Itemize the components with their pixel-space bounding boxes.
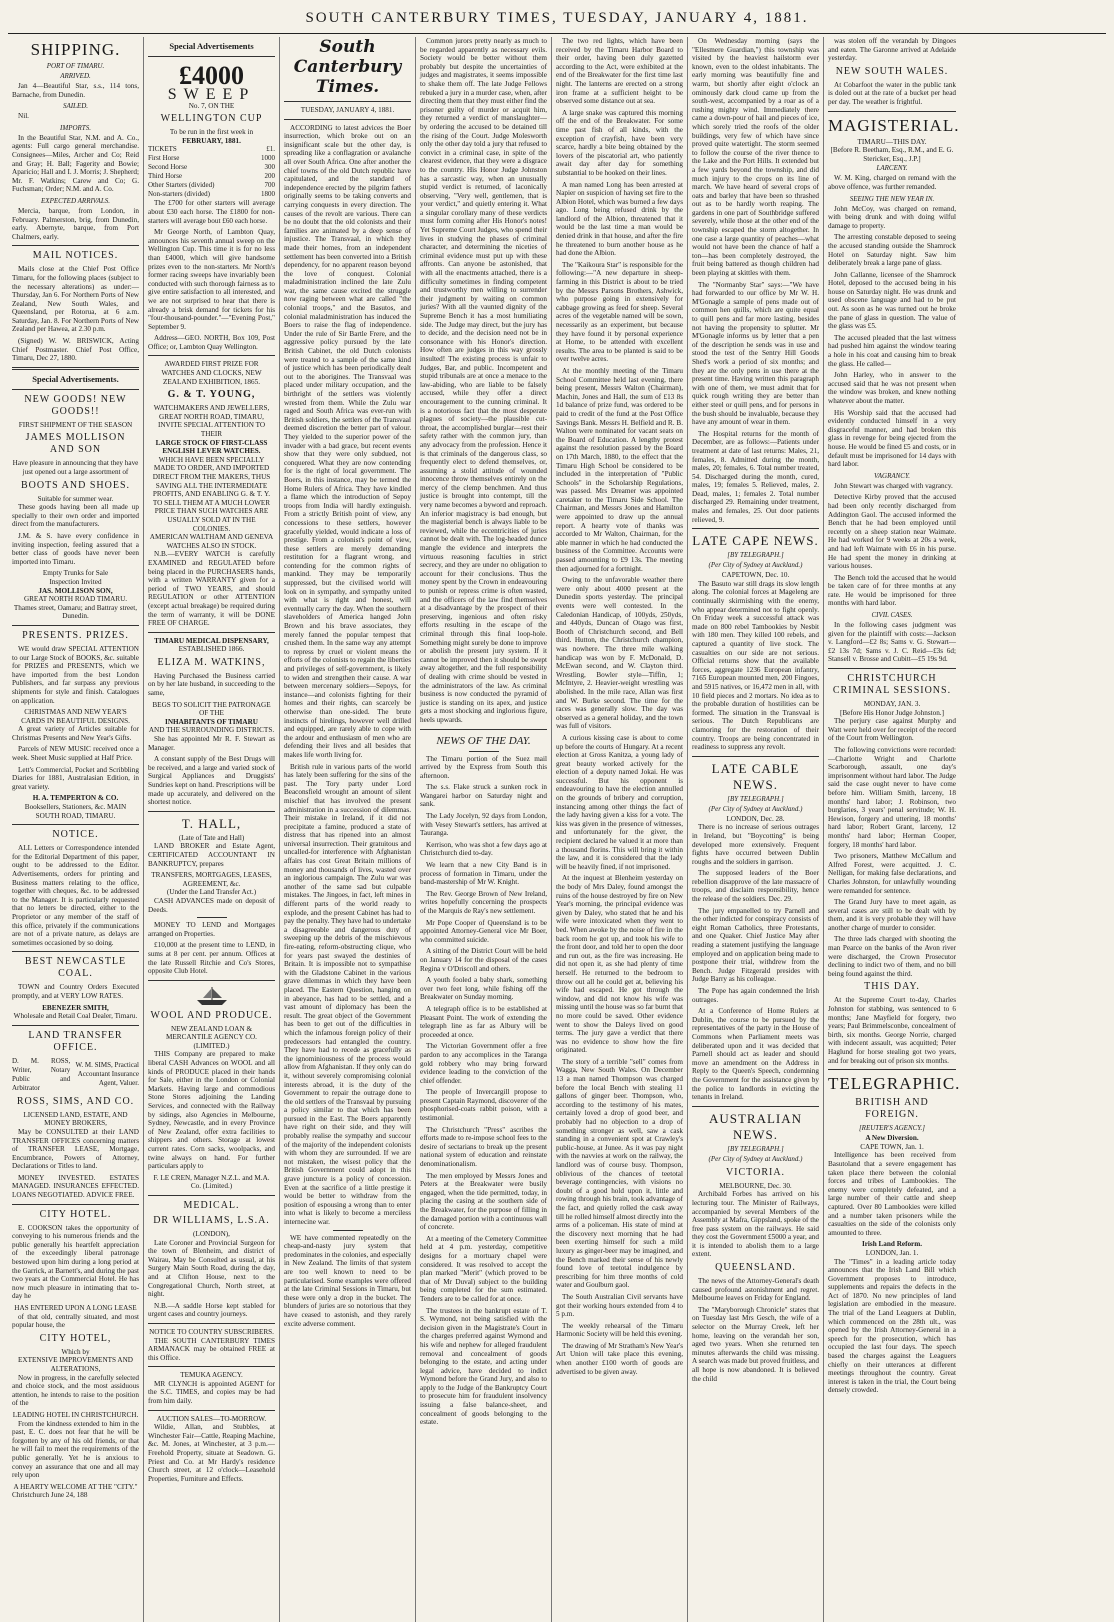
cable-item: There is no increase of serious outrages in Ireland, but "Boycotting" is being developed more extensively. Frequent fights have occurred between Dublin roughs and the soldiers in garrison. <box>692 823 819 866</box>
news-of-the-day-heading: NEWS OF THE DAY. <box>436 734 531 747</box>
city-lease: HAS ENTERED UPON A LONG LEASE <box>14 1304 137 1312</box>
news-item: The Victorian Government offer a free pardon to any accomplices in the Taranga gold robbery who may bring forward evidence leading to the conviction of the chief offender. <box>420 1042 547 1085</box>
column-6 <box>688 37 824 1622</box>
vagrancy-heading: VAGRANCY. <box>874 471 910 480</box>
hall-act: (Under the Land Transfer Act.) <box>166 888 257 897</box>
temperton: H. A. TEMPERTON & CO. <box>32 794 119 803</box>
column-3 <box>280 37 416 1622</box>
trunks: Empty Trunks for Sale <box>42 569 109 578</box>
ross-sims-sub: LICENSED LAND, ESTATE, AND MONEY BROKERS, <box>23 1110 128 1128</box>
sweep-amount: £4000 <box>179 61 244 90</box>
sailed-heading: SAILED. <box>62 102 89 111</box>
late-cape-telegraph: [BY TELEGRAPH.] <box>727 551 784 560</box>
news-item: Owing to the unfavorable weather there were only about 4000 present at the Dunedin sports yesterday. The principal events were well contested. In the Caledonian Handicap, of 100yds, 250yds, and 440yds, Duncan of Otago was first, Booth of Christchurch second, and Bell third. Hutton, the Christchurch champion, was nowhere. The three mile walking handicap was won by F. McDonald, D. McEwan second, and W. Clayton third. Wrestling, Bowler style—Tiffin, 1; McIntyre, 2. Heavier-weight wrestling was abolished. In the mile race, Allan was first and W. Burke second. The time for the races was generally slow. The day was observed as a general holiday, and the town was full of visitors. <box>556 576 683 731</box>
british-foreign-heading: BRITISH AND FOREIGN. <box>855 1097 929 1121</box>
williams-nb: N.B.—A saddle Horse kept stabled for urgent cases and country journeys. <box>148 1301 275 1319</box>
port-heading: PORT OF TIMARU. <box>46 62 105 70</box>
larceny-heading: LARCENY. <box>876 164 908 173</box>
news-item: The drawing of Mr Stratham's New Year's Art Union will take place this evening, when another £100 worth of goods are advertised to be given away. <box>556 1341 683 1376</box>
land-partner-left: D. M. ROSS, Writer, Notary Public and Arbitrator <box>12 1056 71 1092</box>
cable-item: The Pope has again condemned the Irish outrages. <box>692 987 819 1004</box>
eliza-text-2: She has appointed Mr R. F. Stewart as Manager. <box>148 735 275 752</box>
late-cable-per: (Per City of Sydney at Auckland.) <box>708 804 803 813</box>
young-stock: LARGE STOCK OF FIRST-CLASS ENGLISH LEVER WATCHES. <box>155 438 268 456</box>
news-item: The men employed by Messrs Jones and Peters at the Breakwater were busily engaged, when the tide permitted, today, in placing the casing at the southern side of the Breakwater, for the purpose of filling in the damaged portion with a continuous wall of concrete. <box>420 1171 547 1232</box>
australian-telegraph: [BY TELEGRAPH.] <box>727 1144 784 1153</box>
news-item: The South Australian Civil servants have got their working hours extended from 4 to 5 p.m. <box>556 1292 683 1319</box>
paper-date: TUESDAY, JANUARY 4, 1881. <box>300 106 395 114</box>
jas-mollison: JAS. MOLLISON SON, <box>38 586 113 595</box>
news-item: The Timaru portion of the Suez mail arrived by the Express from South this afternoon. <box>420 754 547 780</box>
city-hotel-heading: CITY HOTEL. <box>39 1208 112 1220</box>
column-1 <box>8 37 144 1622</box>
expected-heading: EXPECTED ARRIVALS. <box>41 196 110 205</box>
column-2 <box>144 37 280 1622</box>
court-item: Two prisoners, Matthew McCallum and Alfred Forest, were acquitted. J. C. Nelligan, for making false declarations, and Charles Johnston, for unlawfully wounding were remanded for sentence. <box>828 852 956 895</box>
irish-land-date: LONDON, Jan. 1. <box>865 1248 919 1257</box>
criminal-date: MONDAY, JAN. 3. <box>863 700 921 709</box>
presents-text: WE would draw SPECIAL ATTENTION to our Large Stock of BOOKS, &c. suitable for PRIZES and PRESENTS, which we have imported from the best London Publishers, and far surpass any previous shipments for style and finish. Catalogues on application. <box>12 644 139 705</box>
court-item: The perjury case against Murphy and Watt were held over for receipt of the record of the Court from Wellington. <box>828 717 956 743</box>
prize-row: Third Horse 200 <box>148 172 275 181</box>
eliza-text: Having Purchased the Business carried on by her late husband, in succeeding to the same, <box>148 671 275 698</box>
city-extensive: EXTENSIVE IMPROVEMENTS AND ALTERATIONS, <box>18 1356 133 1373</box>
paper-title: South Canterbury Times. <box>293 37 402 97</box>
news-item: The "Kaikoura Star" is responsible for the following:—"A new departure in sheep-farming in this District is about to be tried by the Messrs Parsons Brothers, Ashwick, who purpose going in extensively for cabbage growing as feed for sheep. Several acres of the vegetable named will be sown, necessarily as an experiment, but because they have found it by personal experience at Home, to be attended with excellent results. The area to be planted is said to be over twelve acres. <box>556 260 683 364</box>
masthead: SOUTH CANTERBURY TIMES, TUESDAY, JANUARY 4, 1881. <box>8 6 1106 34</box>
magisterial-heading: MAGISTERIAL. <box>828 115 960 135</box>
tickets-row <box>148 145 275 154</box>
boots-heading: BOOTS AND SHOES. <box>20 479 131 491</box>
city-hotel-text: E. COOKSON takes the opportunity of conveying to his numerous friends and the public generally his heartfelt appreciation of the exceedingly liberal patronage bestowed upon him during a long period at the Garrick, at Barnett's, and during the past two years at the Commercial Hotel. He has now much pleasure in intimating that to-day he <box>12 1223 139 1301</box>
invited: Inspection Invited <box>49 577 102 586</box>
magisterial-sub: TIMARU—THIS DAY. <box>857 137 927 146</box>
court-item: The Grand Jury have to meet again, as several cases are still to be dealt with by them, and it is very probable they will have another charge of murder to consider. <box>828 898 956 932</box>
williams-text: Late Coroner and Provincial Surgeon for the town of Blenheim, and district of Wairau, May be Consulted as usual, at his Surgery Main South Road, during the day, and at Clifton House, next to the Congregational Church, North street, at night. <box>148 1238 275 1299</box>
sweep-run: To be run in the first week in <box>169 128 254 137</box>
magisterial-before: [Before R. Beetham, Esq., R.M., and E. G. Stericker, Esq., J.P.] <box>830 146 954 163</box>
expected-text: Mercia, barque, from London, in February. Palmerston, brig, from Dunedin, early. Abernyte, barque, from Port Chalmers, early. <box>12 206 139 241</box>
hall-sub: (Late of Tate and Hall) <box>178 833 245 842</box>
news-item: The trustees in the bankrupt estate of T. S. Wymond, not being satisfied with the decision given in the Magistrate's Court in the charges preferred against Wymond and his wife and nephew for alleged fraudulent removal and concealment of goods belonging to the estate, and acting under legal advice, have decided to indict Wymond before the Grand Jury, and also to apply to the Judge of the Bankruptcy Court to prosecute him for fraudulent insolvency issuing a false balance-sheet, and concealment of goods belonging to the estate. <box>420 1306 547 1427</box>
mollison-text-2: These goods having been all made up specially to their own order and imported direct from the manufacturers. <box>12 503 139 529</box>
ebenezer: EBENEZER SMITH, <box>42 1003 109 1012</box>
first-shipment: FIRST SHIPMENT OF THE SEASON <box>18 420 133 429</box>
new-diversion-date: CAPE TOWN, Jan. 1. <box>860 1142 924 1151</box>
temuka-text: MR CLYNCH is appointed AGENT for the S.C. TIMES, and copies may be had from him daily. <box>148 1379 275 1406</box>
late-cape-date: CAPETOWN, Dec. 10. <box>721 571 790 580</box>
late-cape-text: The Basuto war still drags its slow length along. The colonial forces at Mageleng are continually skirmishing with the enemy, who appear determined not to fight openly. On Friday week a successful attack was made on 800 rebel Tambookies by Nesbit with 180 men. They killed 100 rebels, and captured a quantity of live stock. The casualties on our side are not serious. Official returns show that the available forces, aggregate 1236 European infantry, 7165 European mounted men, 200 Fingoes, and 5915 natives, or 16,472 men in all, with 10 field pieces and 2 mortars. No idea as to the probable duration of hostilities can be formed. The situation in the Transvaal is serious. The Dutch Republicans are clamoring for the restoration of their country. Troops are being concentrated in readiness to suppress any revolt. <box>692 579 819 752</box>
special-ads-heading-2: Special Advertisements <box>169 41 254 51</box>
imports-heading: IMPORTS. <box>60 123 91 132</box>
irish-land-text: The "Times" in a leading article today announces that the Irish Land Bill which Government proposes to introduce, supplements and repairs the defects in the Act of 1870. No new principles of land legislation are embodied in the measure. The trial of the Land Leaguers at Dublin, which commenced on the 28th ult., was opened by the Irish Attorney-General in a speech for the prosecution, which has occupied the last four days. The speech based the charges against the Leaguers chiefly on their utterances at different meetings throughout the country. Great interest is taken in the trial, the Court being densely crowded. <box>828 1257 956 1395</box>
boots-sub: Suitable for summer wear. <box>37 494 114 503</box>
cable-item: The jury empanelled to try Parnell and the other indicted for conspiracy consists of eight Roman Catholics, three Protestants, and one Quaker. Chief Justice May after reading a statement justifying the language employed and on application being made to postpone their trial, withdrew from the Bench. Judge Fitzgerald presides with Judge Barry as his colleague. <box>692 906 819 984</box>
news-item: We learn that a new City Band is in process of formation in Timaru, under the band-mastership of Mr W. Knight. <box>420 861 547 887</box>
hall-heading: T. HALL, <box>181 815 242 831</box>
nz-loan-heading: NEW ZEALAND LOAN & MERCANTILE AGENCY CO. (LIMITED.) <box>166 1024 257 1050</box>
medical-heading: MEDICAL. <box>183 1199 240 1211</box>
news-item: At the monthly meeting of the Timaru School Committee held last evening, there being present, Messrs Walton (Chairman), Machin, Jones and Hall, the sum of £13 8s 1d balance of prize fund, was ordered to be paid to credit of the fund at the Post Office Savings Bank. Messrs H. Belfield and R. B. Walton were nominated for vacant seats on the Board of Education. A lengthy protest against the resolution passed by the Board on 17th March, 1880, to the effect that the Timaru High School be considered to be included in the interpretation of "Public Schools" in the Scholarship Regulations, was passed. Mrs Dreamer was appointed caretaker to the Timaru Side School. The Chairman, and Messrs Jones and Hamilton were appointed to draw up the annual report. A hearty vote of thanks was accorded to Mr Walton, Chairman, for the able manner in which he had conducted the business of the Committee. Accounts were passed amounting to £9 13s. The meeting then adjourned for a fortnight. <box>556 366 683 573</box>
column-7 <box>824 37 960 1622</box>
news-item: The Lady Jocelyn, 92 days from London, with Vesey Stewart's settlers, has arrived at Tauranga. <box>420 812 547 838</box>
prize-row: Second Horse 300 <box>148 163 275 172</box>
sailed-text: Nil. <box>18 112 29 121</box>
temuka-heading: TEMUKA AGENCY. <box>180 1371 243 1380</box>
land-partners <box>12 1057 139 1093</box>
city-welcome: A HEARTY WELCOME AT THE "CITY." <box>13 1482 138 1491</box>
williams-heading: DR WILLIAMS, L.S.A. <box>153 1214 270 1226</box>
notice-heading: NOTICE. <box>52 829 99 841</box>
civil-text: In the following cases judgment was given for the plaintiff with costs:—Jackson v. Langford—£2 8s; Sams v. G. Stewart—£2 13s 7d; Sams v. J. C. Reid—£3s 6d; Stansell v. Brosse and Cubitt—£5 19s 9d. <box>828 621 956 664</box>
larceny-text: W. M. King, charged on remand with the above offence, was further remanded. <box>828 174 956 191</box>
presents-heading: PRESENTS. PRIZES. <box>22 629 129 641</box>
new-diversion-text: Intelligence has been received from Basutoland that a severe engagement has taken place there between the colonial forces and tribes of Lambookies. The enemy were completely defeated, and a large number of their cattle and sheep captured. Over 80 Lambookies were killed and a number taken prisoners while the casualties on the side of the colonists only amounted to three. <box>828 1151 956 1237</box>
news-item: The story of a terrible "sell" comes from Wagga, New South Wales. On December 13 a man named Thompson was charged before the local Bench with stealing 11 gallons of ginger beer. Thompson, who, according to the testimony of his mates, certainly loved a drop of good beer, and probably had no objection to a drop of something stronger as well, saw a cask standing in a convenient spot at Crawley's public-house, at Junee. As it was pay night with the navvies at work on the railway, the landlord was of course busy. Thompson, oblivious of the chances of teetotal beverage contingencies, with visions no doubt of a good hold upon it, little and rowing through his brain, took advantage of the fact, and quietly rolled the cask away till he rolled himself almost directly into the arms of a policeman. His state of mind at the discovery next morning that he had been exerting himself for such a mild luxury as ginger-beer may be imagined, and the Bench marked their sense of his newly found love of teetotal indulgence by prescribing for him three months of cold water and Goulburn gaol. <box>556 1057 683 1290</box>
prize-row: First Horse 1000 <box>148 154 275 163</box>
dispensary-sub: ESTABLISHED 1866. <box>178 645 245 654</box>
hall-text: LAND BROKER and Estate Agent, CERTIFICATED ACCOUNTANT IN BANKRUPTCY, prepares <box>148 842 275 868</box>
court-item: The Bench told the accused that he would be taken care of for three months at any rate. He would be imprisoned for three months with hard labor. <box>828 573 956 608</box>
late-cable-date: LONDON, Dec. 28. <box>726 814 785 823</box>
column-5 <box>552 37 688 1622</box>
city-hotel-heading-2: CITY HOTEL, <box>39 1332 112 1344</box>
court-item: Detective Kirby proved that the accused had been only recently discharged from Addington Gaol. The accused informed the Bench that he had been employed until recently on a sheep station near Waimate. He had worked for 9 weeks at 20s a week, and had left Waimate with £6 in his purse. He had spent the money in drinking at various houses. <box>828 493 956 571</box>
sweep-address: Address—GEO. NORTH, Box 109, Post Office; or, Lambton Quay Wellington. <box>148 334 275 351</box>
jas-address: GREAT NORTH ROAD TIMARU. Thames street, Oamaru; and Battray street, Dunedin. <box>13 595 138 621</box>
eliza-districts: AND THE SURROUNDING DISTRICTS. <box>148 726 275 735</box>
australian-per: (Per City of Sydney at Auckland.) <box>708 1154 803 1163</box>
court-item: John Stewart was charged with vagrancy. <box>834 481 953 490</box>
column-4 <box>416 37 552 1622</box>
eliza-text-3: A constant supply of the Best Drugs will be received, and a large and varied stock of Surgical Appliances and Druggists' Sundries kept on hand. Prescriptions will be made up accurately, and delivered on the shortest notice. <box>148 755 275 807</box>
eliza-heading: ELIZA M. WATKINS, <box>157 656 266 668</box>
prize-table <box>148 154 275 199</box>
mail-text: Mails close at the Chief Post Office Timaru, for the following places (subject to the necessary alterations) as under:— Thursday, Jan 6. For Northern Ports of New Zealand, New South Wales, and Queensland, per Rotorua, at 6 a.m. Saturday, Jan. 8. For Northern Ports of New Zealand per Hawea, at 2.30 p.m. <box>12 265 139 334</box>
late-cape-per: (Per City of Sydney at Auckland.) <box>708 561 803 570</box>
news-item: A telegraph office is to be established at Pleasant Point. The work of extending the telegraph line as far as Albury will be proceeded at once. <box>420 1004 547 1039</box>
this-day-text: At the Supreme Court to-day, Charles Johnston for stabbing, was sentenced to 6 months; Jane Mayfield for forgery, two years; Paul Brimmelsconbe, concealment of birth, six months. George Norrie, charged with indecent assault, was acquitted; Peter Haglund for horse stealing got two years, and for breaking out of prison six months. <box>828 996 956 1065</box>
criminal-before: [Before His Honor Judge Johnston.] <box>839 708 944 717</box>
queensland-continued: was stolen off the verandah by Dingoes and eaten. The Garonne arrived at Adelaide yesterday. <box>828 37 956 63</box>
mollison-text-3: J.M. & S. have every confidence in inviting inspection, feeling assured that a better class of goods have never been imported into Timaru. <box>12 532 139 566</box>
telegraphic-heading: TELEGRAPHIC. <box>828 1074 960 1094</box>
court-item: John Harley, who in answer to the accused said that he was not present when the window was broken, and knew nothing whatever about the matter. <box>828 371 956 405</box>
letts-text: Lett's Commercial, Pocket and Scribbling Diaries for 1881, Australasian Edition, in great variety. <box>12 765 139 791</box>
city-leading: LEADING HOTEL IN CHRISTCHURCH. <box>12 1410 139 1419</box>
news-item: A youth fooled a baby shark, something over two feet long, while fishing off the Breakwater on Sunday morning. <box>420 976 547 1002</box>
news-item: The Rev. George Brown of New Ireland, writes hopefully concerning the prospects of the Marquis de Ray's new settlement. <box>420 889 547 915</box>
editorial-continued: Common jurors pretty nearly as much to be regarded apparently as necessary evils. Society would be better without them probably but despite the uncertainties of judges and magistrates, it seems impossible to shake them off. The late Judge Fellows rebuked a jury in a murder case, when, after directing them that they must either find the prisoner guilty of murder or acquit him, they returned a verdict of manslaughter—by ordering the accused to be detained till the rising of the Court. Judge Molesworth only the other day told a jury that refused to convict in a criminal case, in spite of the clearest evidence, that they were a disgrace to the country. His Honor Judge Johnston has a sarcastic way, when an unusually stupid verdict is returned, of laconically observing, "Very well, gentlemen, that is your verdict," and quietly entering it. What a singular corollary many of these verdicts must form coming after His Honor's notes! Yet Supreme Court Judges, who spend their lives in studying the phases of criminal character, and determining the niceties of criminal evidence must put up with these affronts. Can anyone be astonished, that with all the enactments attached, there is a difficulty sometimes in finding competent and trustworthy men willing to surrender their judgment by waiting on common juries? With all the vaunted dignity of the Supreme Bench it has a most humiliating side. The Judge may direct, but the jury has to decide, and the decision need not be in consonance with his Honor's direction. How often are judges in this way grossly insulted! The existing process is unfair to Judges, Bar, and public. Incompetent and stupid tribunals are at once a menace to the law-abiding, who are liable to be falsely accused, while they offer a direct encouragement to the cunning criminal. It is a notorious fact that the most desperate plagues of society—the plausible cut-throat, the accomplished burglar—rest their safety rather with the common jury, than any advocacy from the profession. Hence it is that criminals of the dangerous class, so frequently elect to defend themselves, or, assuming a stolid attitude of wounded innocence throw themselves entirely on the mercy of the clemp benchmen. And thus justice is brought into contempt, till the very name becomes a byword and reproach. An inferior magistracy is bad enough, but the magisterial bench is always liable to be reviewed, while the eccentricities of juries cannot be dealt with. The log-headed dunce mangle the evidence and interprets the virtuous reasoning faculties in strict secrecy, and they are under no obligation to account for their conclusions. Thus the money spent by the Crown in endeavouring to punish or repress crime is often wasted, and the officers of the law find themselves at a disadvantage by the prospect of their preserving, ingenious and often risky efforts resulting in the escape of the criminal through this final loop-hole. Something might surely be done to improve or abolish the present jury system. If it cannot be improved then it should be swept away altogether, and the full responsibility of dealing with crime should be vested in the administrators of the law. As criminal business is now conducted the pyramid of justice is standing on its apex, and justice gets a most shocking and inglorious figure, heels upwards. <box>420 37 547 724</box>
new-year-heading: SEEING THE NEW YEAR IN. <box>849 194 935 203</box>
hall-transfers: TRANSFERS, MORTGAGES, LEASES, AGREEMENT, &c. <box>151 871 272 888</box>
nsw-heading: NEW SOUTH WALES. <box>835 65 949 77</box>
news-item: The Christchurch "Press" ascribes the efforts made to re-impose school fees to the desire of sectarians to break up the present national system of education and reinstate denominationalism. <box>420 1125 547 1169</box>
land-transfer-heading: LAND TRANSFER OFFICE. <box>28 1029 123 1053</box>
city-hotel-text-4: Now in progress, in the carefully selected and choice stock, and the most assiduous attention, he intends to raise to the position of the <box>12 1373 139 1408</box>
mollison-text: Have pleasure in announcing that they have just opened out a large assortment of <box>12 459 139 477</box>
arrived-text: Jan 4—Beautiful Star, s.s., 114 tons, Barnache, from Dunedin. <box>12 82 139 99</box>
country-heading: NOTICE TO COUNTRY SUBSCRIBERS. <box>149 1327 274 1336</box>
young-heading: G. & T. YOUNG, <box>167 389 256 401</box>
news-item: The s.s. Flake struck a sunken rock in Wangarei harbor on Saturday night and sank. <box>420 783 547 809</box>
news-item: The people of Invercargill propose to present Captain Raymond, discoverer of the phosphorised-coats rabbit poison, with a testimonial. <box>420 1088 547 1123</box>
eliza-inhabitants: INHABITANTS OF TIMARU <box>165 717 258 726</box>
victoria-date: MELBOURNE, Dec. 30. <box>719 1181 792 1190</box>
this-day-heading: THIS DAY. <box>864 981 920 993</box>
court-item: John McCoy, was charged on remand, with being drunk and with doing wilful damage to property. <box>828 204 956 230</box>
civil-heading: CIVIL CASES. <box>871 611 913 620</box>
american-watches: AMERICAN WALTHAM AND GENEVA WATCHES ALSO IN STOCK. <box>149 533 274 550</box>
news-item: A large snake was captured this morning off the end of the Breakwater. For some time past fish of all kinds, with the exception of crayfish, have been very scarce, hardly a bite being obtained by the lovers of the piscatorial art, who patiently await day after day for something substantial to be hooked on their lines. <box>556 108 683 177</box>
coal-heading: BEST NEWCASTLE COAL. <box>24 956 127 980</box>
new-goods: NEW GOODS! NEW GOODS!! <box>24 393 127 417</box>
land-body: May be CONSULTED at their LAND TRANSFER OFFICES concerning matters of TRANSFER LEASE, Mortgage, Encumbrance, Powers of Attorney, Declarations or Titles to land. <box>12 1127 139 1171</box>
cable-item: At a Conference of Home Rulers at Dublin, the course to be pursued by the representatives of the party in the House of Commons when Parliament meets was deliberated upon and it was decided that Parnell should act as leader and should move an amendment on the Address in Reply to the Queen's Speech, condemning the Government for the assistance given by the police to landlords in evicting the tenants in Ireland. <box>692 1007 819 1102</box>
court-item: The accused pleaded that the last witness had pushed him against the window tearing a hole in his coat and causing him to break the glass. He called— <box>828 333 956 368</box>
ross-sims: ROSS, SIMS, AND CO. <box>16 1095 135 1107</box>
land-partner-right: W. M. SIMS, Practical Accountant Insurance Agent, Valuer. <box>75 1061 139 1088</box>
mollison-heading: JAMES MOLLISON AND SON <box>25 432 126 456</box>
sweep-body: Mr George North, of Lambton Quay, announces his seventh annual sweep on the Wellington Cup. This time it is for no less than £4000, which will give handsome prizes even to the non-starters. Mr North's former racing sweeps have invariably been conducted with such thorough fairness as to give entire satisfaction to all interested, and we are not surprised to hear that there is already a brisk demand for tickets for his "four-thousand-pounder."—"Evening Post," September 9. <box>148 228 275 331</box>
late-cape-news-heading: LATE CAPE NEWS. <box>692 533 819 549</box>
eliza-beg: BEGS TO SOLICIT THE PATRONAGE OF THE <box>152 700 271 718</box>
young-nb: N.B.—EVERY WATCH is carefully EXAMINED and REGULATED before being placed in the PURCHASERS hands, with a written WARRANTY given for a period of TWO YEARS, and should REGULATION or other ATTENTION (except actual breakage) be required during the term of warranty, it will be DONE FREE OF CHARGE. <box>148 550 275 628</box>
court-item: John Callanne, licensee of the Shamrock Hotel, deposed to the accused being in his house on Saturday night. He was drunk and used obscene language and had to be put out. As soon as he was turned out he broke the pane of glass in question. The value of the glass was £5. <box>828 270 956 331</box>
prize-row: Other Starters (divided) 700 <box>148 181 275 190</box>
dispensary-heading: TIMARU MEDICAL DISPENSARY, <box>154 636 269 645</box>
news-item: Mr Pope Cooper of Queensland is to be appointed Attorney-General vice Mr Boer, who committed suicide. <box>420 918 547 944</box>
court-item: The arresting constable deposed to seeing the accused standing outside the Shamrock Hotel on Saturday night. Saw him deliberately break a large pane of glass. <box>828 233 956 268</box>
victoria-text: Archibald Forbes has arrived on his lecturing tour. The Minister of Railways, accompanied by several Members of the Assembly at Mafra, Gippsland, spoke of the free pass system on the railways. He said they cost the Government £5000 a year, and it is intended to abolish them to a large extent. <box>692 1190 819 1259</box>
ebenezer-sub: Wholesale and Retail Coal Dealer, Timaru. <box>13 1012 138 1021</box>
news-item: The "Normanby Star" says:—"We have had forwarded to our office by Mr W. H. M'Gonagle a sample of pens made out of common hen quills, which are quite equal to quill pens and far more lasting, besides not having the propensity to splutter. Mr M'Gonagle informs us by letter that a pen of the description he sends was in use and stood the test of the Sentry Hill Goods Shed's work a period of six months; and they are the only pens in use there at the present time. Having written this paragraph with one of them, we must admit that for quick rough writing they are better than either steel or quill pens, and for persons in the bush should be invaluable, because they have any amount of wear in them. <box>692 280 819 427</box>
sweep-month: FEBRUARY, 1881. <box>182 136 241 145</box>
music-text: Parcels of NEW MUSIC received once a week. Sheet Music supplied at Half Price. <box>12 745 139 763</box>
new-diversion-heading: A New Diversion. <box>865 1134 919 1143</box>
tickets-price: £1. <box>266 145 275 154</box>
country-text: THE SOUTH CANTERBURY TIMES ARMANACK may be obtained FREE at this Office. <box>148 1336 275 1362</box>
coal-text: TOWN and Country Orders Executed promptly, and at VERY LOW RATES. <box>12 983 139 1000</box>
news-item: At a meeting of the Cemetery Committee held at 4 p.m. yesterday, competitive designs for a mortuary chapel were considered. It was resolved to accept the plan marked "Merit" (which proved to be that of Mr Duval) subject to the building being completed for the sum estimated. Tenders are to be called for at once. <box>420 1234 547 1303</box>
notice-text: ALL Letters or Correspondence intended for the Editorial Department of this paper, ought to be addressed to the Editor. Advertisements, orders for printing and Business matters relating to the office, together with cheques, &c. to be addressed to the Manager. It is particularly requested that no letters be directed, either to the Proprietor or any member of the staff of this office, privately if the communications are not of a private nature, as delays are sometimes occasioned by so doing. <box>12 844 139 947</box>
xmas-cards: CHRISTMAS AND NEW YEAR'S CARDS IN BEAUTIFUL DESIGNS. <box>21 708 130 725</box>
news-item: Kerrison, who was shot a few days ago at Christchurch died to-day. <box>420 840 547 858</box>
award-text: AWARDED FIRST PRIZE FOR WATCHES AND CLOCKS, NEW ZEALAND EXHIBITION, 1865. <box>161 360 262 386</box>
sweep-number: No. 7, ON THE <box>188 101 235 110</box>
young-text-2: WHICH HAVE BEEN SPECIALLY MADE TO ORDER, AND IMPORTED DIRECT FROM THE MAKERS, THUS SAVING ALL THE INTERMEDIATE PROFITS, AND ENABLING G. & T. Y. TO SELL THEM AT A MUCH LOWER PRICE THAN SUCH WATCHES ARE USUALLY SOLD AT IN THE COLONIES. <box>152 455 271 533</box>
city-which: Which by <box>61 1347 90 1356</box>
ship-emblem-icon <box>195 985 229 1007</box>
news-item: On Wednesday morning (says the "Ellesmere Guardian,") this township was visited by the heaviest hailstorm ever known, even to the oldest inhabitants. The early morning was beautifully fine and warm, but shortly after eight o'clock an ominously dark cloud came up from the south-west, accompanied by a roar as of a rushing mighty wind. Immediately there came a down-pour of hail and pieces of ice, which sorely tried the roofs of the older buildings, very few of which have since proved quite watertight. The storm seemed to follow the course of the river thence to the Lake and the Port Hills. It extended but a few yards beyond the township, and did much injury to the crops on its line of march. We have heard of several crops of oats and barley that have been so thrashed out as to be hardly worth reaping. The gardens in one part of Southbridge suffered severely, while those at the other end of the township escaped the storm altogether. In one case a large quantity of peaches—what would not have been the chance of half a ton—has been completely destroyed, the fruit being battered as though children had been playing at skittles with them. <box>692 37 819 278</box>
tickets-label: TICKETS <box>148 145 177 154</box>
nsw-text: At Cobarfoot the water in the public tank is doled out at the rate of a bucket per head per day. The weather is frightful. <box>828 80 956 106</box>
news-item: A man named Long has been arrested at Napier on suspicion of having set fire to the Albion Hotel, which was burned a few days ago. Long being refused drink by the landlord of the Albion, threatened that it would be the last time a man would be denied drink in that house, and after the fire he threatened to burn another house as he had done the Albion. <box>556 180 683 258</box>
city-date: Christchurch June 24, 188 <box>12 1491 88 1500</box>
reuter-agency: [REUTER'S AGENCY.] <box>858 1124 926 1133</box>
imports-text: In the Beautiful Star, N.M. and A. Co., agents: Full cargo general merchandise. Consignees—Miles, Archer and Co; Reid and Gray; H. Ball; Fagerity and Bowie; Aparicio; Hall and I. J. Morris; J. Shepherd; Mr. F. Watkins; Carew and Co; G. Fuchsman; Order; N.M. and A. Co. <box>12 133 139 194</box>
special-ads-heading: Special Advertisements. <box>32 373 119 384</box>
land-money: MONEY INVESTED. ESTATES MANAGED. INSURANCES EFFECTED. LOANS NEGOTIATED. ADVICE FREE. <box>12 1173 139 1200</box>
court-item: His Worship said that the accused had evidently conducted himself in a very disgraceful manner, and had broken this glass in revenge for being ejected from the house. He would be fined £5 and costs, or in default must be imprisoned for 14 days with hard labor. <box>828 408 956 469</box>
nz-loan-text: THIS Company are prepared to make liberal CASH Advances on WOOL and all kinds of PRODUCE placed in their hands for Sale, either in the London or Colonial Markets. Having large and commodious Stone Stores adjoining the Landing Services, and connected with the Railway by sidings, also Agencies in Melbourne, Sydney, Newcastle, and in every Province of New Zealand, offer extra facilities to shippers and others. Storage at lowest current rates. Corn sacks, woolpacks, and twine always on hand. For further particulars apply to <box>148 1050 275 1171</box>
shipping-heading: SHIPPING. <box>30 40 121 59</box>
court-item: The following convictions were recorded:—Charlotte Wright and Charlotte Scarborough, assault, one day's imprisonment without hard labor. The Judge said the case ought never to have come before him. William Smith, larceny, 18 months' hard labor; J. Robinson, two burglaries, 3 years' penal servitude; W. H. Hewison, forgery and uttering, 18 months' hard labor; Robert Grant, larceny, 12 months' hard labor; Herman Cooper, forgery, 18 months' hard labor. <box>828 746 956 849</box>
arrived-heading: ARRIVED. <box>60 72 91 80</box>
news-item: The Hospital returns for the month of December, are as follows:—Patients under treatment at date of last returns: Males, 21, females, 8. Admitted during the month, males, 20; females, 6. Total number treated, 54. Discharged during the month, cured, males, 19; females 5. Relieved, males, 2. Dead, males, 1; females 2. Total number discharged 29. Remaining under treatment, males and females, 25. Out door patients relieved, 9. <box>692 429 819 524</box>
news-item: The two red lights, which have been received by the Timaru Harbor Board to their order, having been duly gazetted according to the Act, were exhibited at the end of the Breakwater for the first time last night. The lanterns are erected on a strong iron frame at a sufficient height to be observed some distance out at sea. <box>556 37 683 106</box>
mail-heading: MAIL NOTICES. <box>32 250 119 262</box>
queensland-text: The news of the Attorney-General's death caused profound astonishment and regret. Melbourne leaves on Friday for England. <box>692 1277 819 1303</box>
auction-heading: AUCTION SALES—TO-MORROW. <box>156 1414 267 1423</box>
sweep-word: SWEEP <box>167 86 256 103</box>
city-hotel-text-2: of that old, centrally situated, and most popular house, the <box>12 1312 139 1330</box>
money-text-2: £10,000 at the present time to LEND, in sums at 8 per cent. per annum. Offices at the late Russell Ritchie and Co's Stores, opposite Club Hotel. <box>148 941 275 976</box>
late-cable-news-heading: LATE CABLE NEWS. <box>711 760 800 792</box>
gifts-text: A great variety of Articles suitable for Christmas Presents and New Year's Gifts. <box>12 725 139 742</box>
irish-land-heading: Irish Land Reform. <box>861 1240 923 1249</box>
hall-cash: CASH ADVANCES made on deposit of Deeds. <box>148 896 275 914</box>
queensland-heading: QUEENSLAND. <box>715 1262 796 1274</box>
queensland-text-2: The "Maryborough Chronicle" states that on Tuesday last Mrs Gesch, the wife of a selector on the Murray Creek, left her home, leaving on the verandah her son, aged two years. When she returned ten minutes afterwards the child was missing. A search was made but proved fruitless, and all hope is now abandoned. It is believed the child <box>692 1305 819 1383</box>
news-item: At the inquest at Blenheim yesterday on the body of Mrs Daley, found amongst the ruins of the house destroyed by fire on New Year's morning, the principal evidence was given by Daley, who stated that he and his wife were intoxicated when they went to bed. When awoke by the noise of fire in the back room he got up, and took his wife to the front door, and told her to open the door and run out, as the fire was increasing. He did not open it, as she had plenty of time herself. He returned to the bedroom to throw out all he could get at, believing his wife had escaped. He got through the window, and did not know his wife was missing until the house was so far burnt that no more could be saved. Other evidence went to show the Daleys lived on good terms. The jury gave a verdict that there was no evidence to show how the fire originated. <box>556 874 683 1055</box>
nz-loan-signature: F. LE CREN, Manager N.Z.L. and M.A. Co. (Limited.) <box>153 1173 270 1191</box>
news-item: A curious kissing case is about to come up before the courts of Hungary. At a recent election at Gross Kanitza, a young lady of great beauty worked actively for the election of a deputy named Jokai. He was successful. But his opponent is endeavouring to have the election annulled on the grounds of bribery and corruption, instancing among other things the fact of the lady having given a kiss for a vote. The kiss was given in the presence of witnesses, and unfortunately for the giver, the recipient declared he valued it at more than a thousand florins. This will bring it within the law, and it is considered that the lady will be heavily fined, if not imprisoned. <box>556 733 683 871</box>
prize-row: Non-starters (divided) 1800 <box>148 190 275 199</box>
mail-signature: (Signed) W. W. BRISWICK, Acting Chief Postmaster. Chief Post Office, Timaru, Dec 27, 1880. <box>12 337 139 363</box>
criminal-sessions-heading: CHRISTCHURCH CRIMINAL SESSIONS. <box>832 673 952 697</box>
australian-news-heading: AUSTRALIAN NEWS. <box>708 1110 803 1142</box>
city-hotel-text-5: From the kindness extended to him in the past, E. C. does not fear that he will be forgotten by any of his old friends, or that he will fail to meet the requirements of the public generally. Yet he is anxious to convey an assurance that one and all may rely upon <box>12 1419 139 1480</box>
auction-text: Wildie, Allan, and Stubbles, at Winchester Fair—Cattle, Reaping Machine, &c. M. Jones, at Winchester, at 3 p.m.—Freehold Property, situate at Seadown. G. Priest and Co. at Mr Hardy's residence Church street, at 12 o'clock—Leasehold Properties, Furniture and Effects. <box>148 1423 275 1483</box>
editorial-paragraph: WE have commented repeatedly on the cheap-and-nasty jury system that predominates in the colonies, and especially in New Zealand. The limits of that system are too well known to need to be particularised. Some examples were offered at the late Criminal Sessions in Timaru, but these were only a drop in the bucket. The blunders of juries are so notorious that they have ceased to astonish, and they rarely excite adverse comment. <box>284 1233 411 1328</box>
sweep-cup: WELLINGTON CUP <box>160 113 263 125</box>
cable-item: The supposed leaders of the Boer rebellion disapprove of the late massacre of troops, and disclaim responsibility, hence the release of the soldiers. Dec. 29. <box>692 869 819 904</box>
late-cable-telegraph: [BY TELEGRAPH.] <box>727 794 784 803</box>
editorial-paragraph: ACCORDING to latest advices the Boer insurrection, which broke out on an insignificant scale but the other day, is spreading like a conflagration or avalanche all over South Africa. One after another the chief towns of the old Dutch republic have capitulated, and the standard of independence erected by the pilgrim fathers originally seems to be taking converts and carrying conquests in every direction. The causes of the revolt are various. There can be no doubt that the old colonists and their families are animated by a deep sense of injustice. The Transvaal, in which they made their homes, from an independent settlement has been converted into a British dependency, for no apparent reason beyond the love of conquest. Colonial maladministration inclined the late Zulu war, the same cause excited the struggle now raging between what are called "the colonial troops," and the Basutos, and colonial maladministration has induced the Boers to raise the flag of independence. Under the rule of Sir Bartle Frere, and the aggressive policy pursued by the late British Cabinet, the old Dutch colonists were treated to a sample of the same kind of justice which has been periodically dealt out to the aborigines. The Transvaal was placed under military occupation, and the birthright of the settlers was violently wrested from them. While the Zulu war raged and South Africa was ever-run with British soldiers, the settlers of the Transvaal deemed discretion the better part of valour. They yielded to the superior power of the invader with a bad grace, but recent events show that they were only subdued, not conquered. What they are now contending for is the right of local government. The Boers, in this instance, may be termed the Home Rulers of Africa. They have kindled a flame which the introduction of Sepoy troops from India will hardly extinguish. From a strictly British point of view, any concessions to these settlers, however gracefully yielded, would indicate a loss of prestige. From a colonist's point of view, these settlers are merely demanding restitution for a flagrant wrong, and contending for the common rights of mankind. They may be temporarily suppressed, but the civilised world will look on in sympathy, and sympathy united with what is right and honest, will eventually carry the day. When the southern slaveholders of America hanged John Brown and his brave associates, they merely fanned the popular tempest that crushed them. In the same way any attempt to repress by cruel or violent means the efforts of the colonists to regain the liberties and privileges of self-government, is likely to widen and strengthen their cause. A war between mercenary soldiers—Sepoys, for instance—and colonists fighting for their homes and their rights, can scarcely be otherwise than one-sided. The brute instincts of hirelings, however well drilled and equipped, are rarely able to cope with the ardour and enthusiasm of men who are defending their lives and all besides that makes life worth living for. <box>284 123 412 759</box>
young-sub: WATCHMAKERS AND JEWELLERS, GREAT NORTH ROAD, TIMARU, INVITE SPECIAL ATTENTION TO THEIR <box>153 404 270 439</box>
news-item: A sitting of the District Court will be held on January 14 for the disposal of the cases Regina v O'Driscoll and others. <box>420 947 547 973</box>
court-item: The three lads charged with shooting the man Pearce on the banks of the Avon river were discharged, the Crown Prosecutor declining to indict two of them, and no bill being found against the third. <box>828 935 956 978</box>
victoria-heading: VICTORIA. <box>725 1166 786 1178</box>
news-item: The weekly rehearsal of the Timaru Harmonic Society will be held this evening. <box>556 1321 683 1339</box>
temperton-sub: Booksellers, Stationers, &c. MAIN SOUTH ROAD, TIMARU. <box>24 803 127 820</box>
wool-heading: WOOL AND PRODUCE. <box>150 1009 273 1021</box>
williams-sub: (LONDON), <box>193 1229 230 1238</box>
sweep-note: The £700 for other starters will average about £30 each horse. The £1800 for non-starters will average bout £60 each horse. <box>148 199 275 225</box>
money-text: MONEY TO LEND and Mortgages arranged on Properties. <box>148 921 275 938</box>
editorial-paragraph: British rule in various parts of the world has lately been suffering for the sins of the past. The Tory party under Lord Beaconsfield wrought an amount of silent mischief that has involved the present administration in a succession of dilemmas. Their mistake in Ireland, if it did not precipitate a famine, produced a state of distress that has ripened into an almost universal insurrection. Their gratuitous and uncalled-for interference with Afghanistan affairs has cost Great Britain millions of money and thousands of lives, wasted over an inglorious campaign. The Zulu war was another of the same sad but culpable mistakes. The Jingoes, in fact, left mines in different parts of the world ready to explode, and the present Cabinet has had to pay the penalty. They have had to undertake a disagreeable and dangerous duty of sweeping up the debris of the mischievous fire-eating, reform-obstructing clique, who for years past swayed the destinies of Britain. It is impossible not to sympathise with the Gladstone Cabinet in the various grave dilemmas in which they have been placed. The Eastern Question, hanging on in abeyance, has had to be settled, and a vast amount of diplomacy has been the result. The great object of the Government has been to get out of the difficulties in which the infamous foreign policy of their predecessors had entangled the country. They have had to recede as gracefully as the ignominiousness of the process would allow from Afghanistan. If they only can do it, without severely compromising colonial interests abroad, it is the duty of the Government to repair the outrage done to the old settlers of the Transvaal by pursuing a policy similar to that which has been pursued in the East. The Boers apparently have right on their side, and they will probably realise the sympathy and succour of the majority of the independent colonists with whom they are surrounded. If we are not mistaken, the wisest policy that the British Government could adopt in this grave juncture is a policy of concession. Even at the sacrifice of a little prestige it would be better to withdraw from the position of espousing a wrong than to enter into what is likely to become a merciless internecine war. <box>284 762 411 1226</box>
